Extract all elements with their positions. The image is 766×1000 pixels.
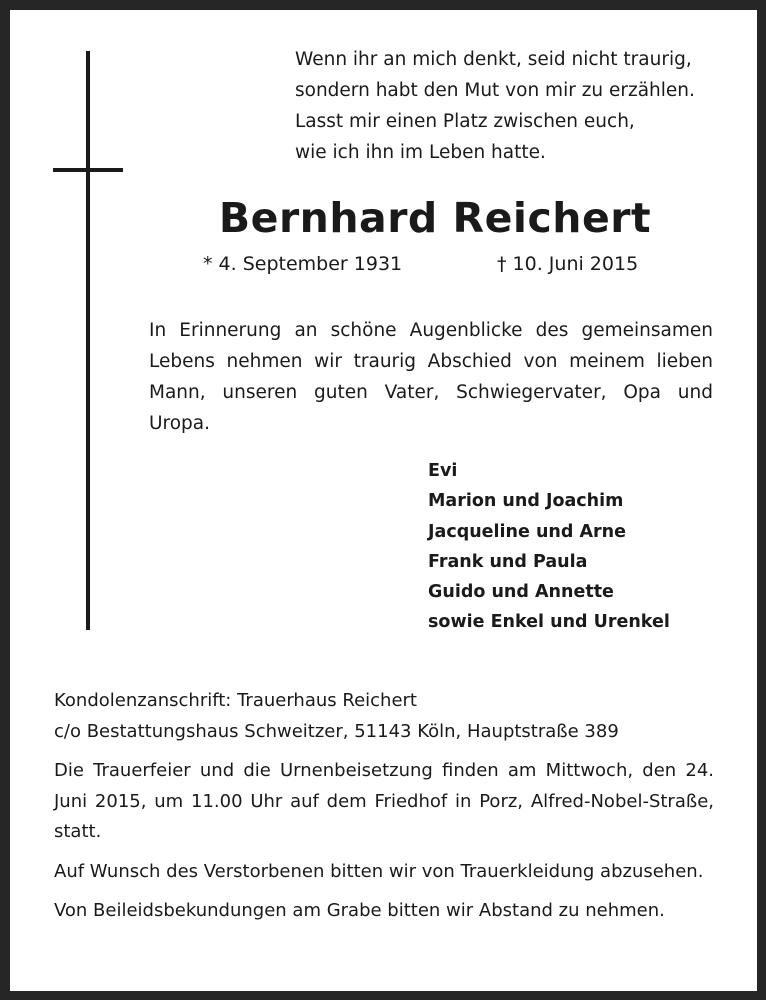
ceremony-info: Die Trauerfeier und die Urnenbeisetzung finden am Mittwoch, den 24. Juni 2015, um 11.00 Uhr auf dem Friedhof in Porz, Alfred-Nobel-Straße, statt.: [54, 760, 714, 842]
family-member: Jacqueline und Arne: [428, 521, 627, 542]
family-member: sowie Enkel und Urenkel: [428, 612, 670, 633]
poem-line: Lasst mir einen Platz zwischen euch,: [295, 111, 635, 132]
poem-line: Wenn ihr an mich denkt, seid nicht traurig,: [295, 49, 692, 70]
family-member: Frank und Paula: [428, 551, 588, 572]
poem-line: sondern habt den Mut von mir zu erzählen.: [295, 80, 695, 101]
condolence-request: Von Beileidsbekundungen am Grabe bitten wir Abstand zu nehmen.: [54, 900, 665, 921]
deceased-name: Bernhard Reichert: [218, 194, 652, 242]
death-date: † 10. Juni 2015: [497, 253, 639, 275]
cross-horizontal-bar: [53, 168, 123, 172]
remembrance-text: In Erinnerung an schöne Augenblicke des gemeinsamen Lebens nehmen wir traurig Abschied von meinem lieben Mann, unseren guten Vater, Schwiegervater, Opa und Uropa.: [149, 320, 713, 434]
cross-vertical-bar: [86, 51, 90, 630]
family-member: Guido und Annette: [428, 582, 614, 603]
birth-date: * 4. September 1931: [203, 253, 403, 275]
notice-footer: [54, 686, 714, 936]
poem-line: wie ich ihn im Leben hatte.: [295, 142, 546, 163]
family-member: Evi: [428, 461, 458, 481]
clothing-request: Auf Wunsch des Verstorbenen bitten wir von Trauerkleidung abzusehen.: [54, 860, 704, 882]
funeral-home-address: c/o Bestattungshaus Schweitzer, 51143 Köln, Hauptstraße 389: [54, 720, 619, 742]
condolence-address: Kondolenzanschrift: Trauerhaus Reichert: [54, 690, 417, 711]
family-signatures: [428, 456, 670, 638]
family-member: Marion und Joachim: [428, 491, 624, 512]
poem: [295, 44, 735, 168]
